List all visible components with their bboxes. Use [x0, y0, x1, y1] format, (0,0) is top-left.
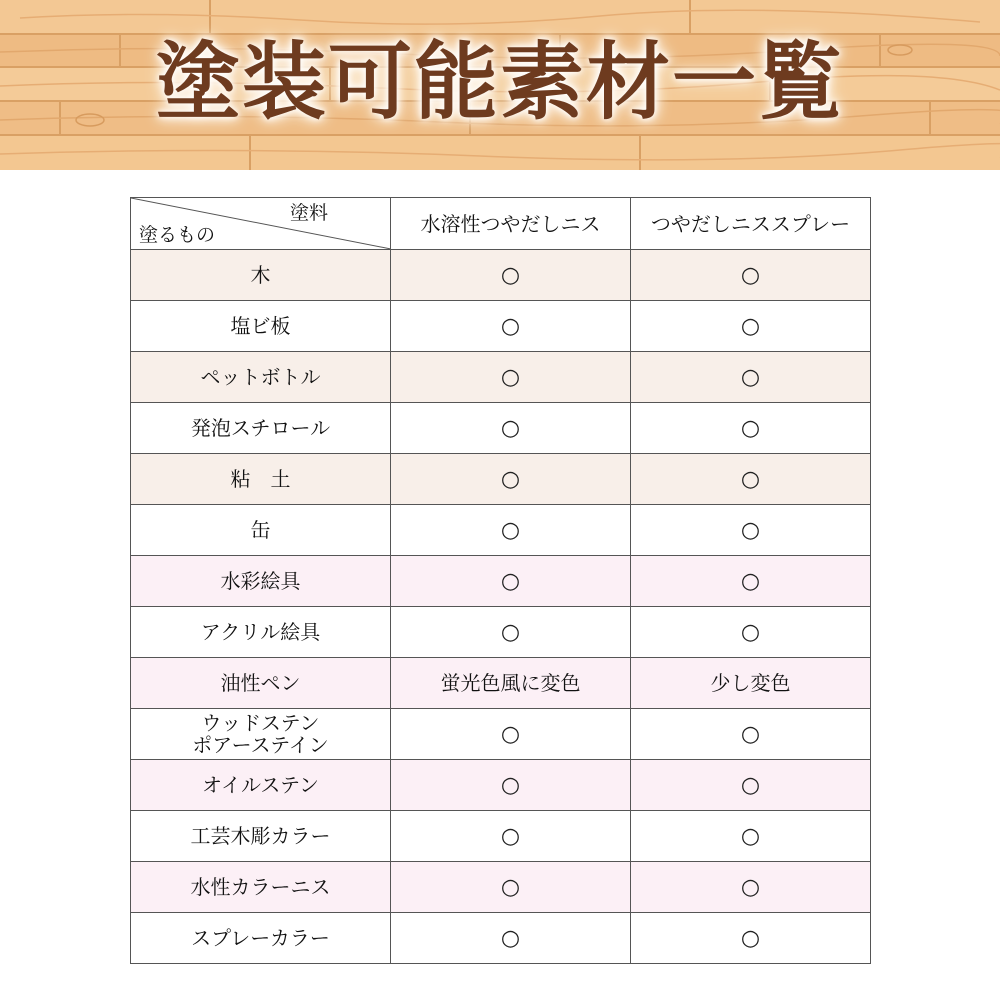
compatibility-cell — [391, 505, 631, 556]
table-row — [131, 352, 871, 403]
material-axis-label: 塗るもの — [139, 224, 216, 246]
compatible-circle-mark: ○ — [500, 262, 521, 288]
compatibility-cell — [631, 250, 871, 301]
compatibility-cell — [631, 556, 871, 607]
table-row — [131, 862, 871, 913]
material-name-cell — [131, 352, 391, 403]
material-name-line: ポアーステイン — [192, 733, 329, 757]
compatible-circle-mark: ○ — [500, 619, 521, 645]
paint-axis-label: 塗料 — [289, 202, 328, 224]
material-name: 缶 — [250, 518, 271, 542]
compatibility-cell — [631, 301, 871, 352]
material-name-cell — [131, 403, 391, 454]
table-row — [131, 403, 871, 454]
material-name: アクリル絵具 — [200, 620, 321, 644]
table-row — [131, 250, 871, 301]
header-row — [131, 198, 871, 250]
compatibility-cell — [631, 811, 871, 862]
table-row — [131, 505, 871, 556]
compatibility-note: 蛍光色風に変色 — [440, 671, 581, 695]
compatibility-cell — [391, 658, 631, 709]
compatible-circle-mark: ○ — [500, 568, 521, 594]
compatibility-note: 少し変色 — [710, 671, 791, 695]
compatibility-cell — [391, 607, 631, 658]
material-name: 工芸木彫カラー — [190, 824, 331, 848]
table-row — [131, 811, 871, 862]
material-name: 木 — [250, 263, 271, 287]
compatible-circle-mark: ○ — [740, 721, 761, 747]
table-row — [131, 760, 871, 811]
compatibility-cell — [391, 709, 631, 760]
compatible-circle-mark: ○ — [740, 925, 761, 951]
compatible-circle-mark: ○ — [740, 517, 761, 543]
compatible-circle-mark: ○ — [740, 823, 761, 849]
compatible-circle-mark: ○ — [740, 415, 761, 441]
table-row — [131, 709, 871, 760]
material-name-cell — [131, 811, 391, 862]
material-compatibility-table — [130, 197, 871, 964]
compatible-circle-mark: ○ — [500, 925, 521, 951]
compatible-circle-mark: ○ — [500, 874, 521, 900]
material-name-cell — [131, 658, 391, 709]
compatibility-cell — [631, 658, 871, 709]
material-name-cell — [131, 607, 391, 658]
compatibility-cell — [631, 709, 871, 760]
page-title: 塗装可能素材一覧 — [155, 33, 844, 131]
material-name: 水性カラーニス — [190, 875, 331, 899]
table-row — [131, 301, 871, 352]
material-name-cell — [131, 913, 391, 964]
compatibility-cell — [631, 760, 871, 811]
material-name: 発泡スチロール — [190, 416, 331, 440]
table-row — [131, 607, 871, 658]
compatibility-cell — [391, 913, 631, 964]
material-name-cell — [131, 505, 391, 556]
compatibility-cell — [631, 607, 871, 658]
material-name: 粘 土 — [230, 467, 291, 491]
compatible-circle-mark: ○ — [740, 874, 761, 900]
table-row — [131, 454, 871, 505]
material-name: オイルステン — [202, 773, 319, 797]
compatibility-cell — [391, 301, 631, 352]
compatible-circle-mark: ○ — [500, 415, 521, 441]
compatibility-cell — [631, 403, 871, 454]
table-row — [131, 556, 871, 607]
material-name-line: ウッドステン — [201, 711, 320, 735]
compatible-circle-mark: ○ — [500, 313, 521, 339]
compatible-circle-mark: ○ — [500, 823, 521, 849]
compatibility-cell — [391, 352, 631, 403]
compatibility-cell — [631, 352, 871, 403]
compatible-circle-mark: ○ — [740, 313, 761, 339]
column-header: つやだしニススプレー — [631, 198, 871, 250]
compatibility-cell — [391, 556, 631, 607]
compatible-circle-mark: ○ — [740, 619, 761, 645]
compatible-circle-mark: ○ — [740, 364, 761, 390]
material-name-cell — [131, 760, 391, 811]
compatibility-cell — [631, 862, 871, 913]
material-name: 油性ペン — [220, 671, 301, 695]
wood-banner — [0, 0, 1000, 170]
compatibility-cell — [391, 250, 631, 301]
compatible-circle-mark: ○ — [740, 568, 761, 594]
material-name-cell — [131, 556, 391, 607]
material-name: 塩ビ板 — [230, 314, 291, 338]
material-name: 水彩絵具 — [220, 569, 301, 593]
compatible-circle-mark: ○ — [500, 517, 521, 543]
material-name-cell — [131, 454, 391, 505]
compatible-circle-mark: ○ — [740, 262, 761, 288]
table-body — [131, 250, 871, 964]
compatibility-cell — [391, 862, 631, 913]
compatible-circle-mark: ○ — [500, 364, 521, 390]
compatibility-cell — [631, 913, 871, 964]
material-name: スプレーカラー — [191, 926, 330, 950]
compatible-circle-mark: ○ — [500, 721, 521, 747]
compatible-circle-mark: ○ — [740, 466, 761, 492]
compatible-circle-mark: ○ — [740, 772, 761, 798]
material-name-cell — [131, 250, 391, 301]
compatibility-cell — [391, 811, 631, 862]
material-name: ペットボトル — [200, 365, 321, 389]
compatibility-cell — [631, 505, 871, 556]
table-row — [131, 913, 871, 964]
compatibility-cell — [391, 454, 631, 505]
compatible-circle-mark: ○ — [500, 466, 521, 492]
material-name-cell — [131, 709, 391, 760]
column-header: 水溶性つやだしニス — [391, 198, 631, 250]
compatibility-cell — [631, 454, 871, 505]
material-name-cell — [131, 301, 391, 352]
compatibility-cell — [391, 760, 631, 811]
compatible-circle-mark: ○ — [500, 772, 521, 798]
compatibility-cell — [391, 403, 631, 454]
material-name-cell — [131, 862, 391, 913]
corner-header-cell — [131, 198, 391, 250]
table-row — [131, 658, 871, 709]
